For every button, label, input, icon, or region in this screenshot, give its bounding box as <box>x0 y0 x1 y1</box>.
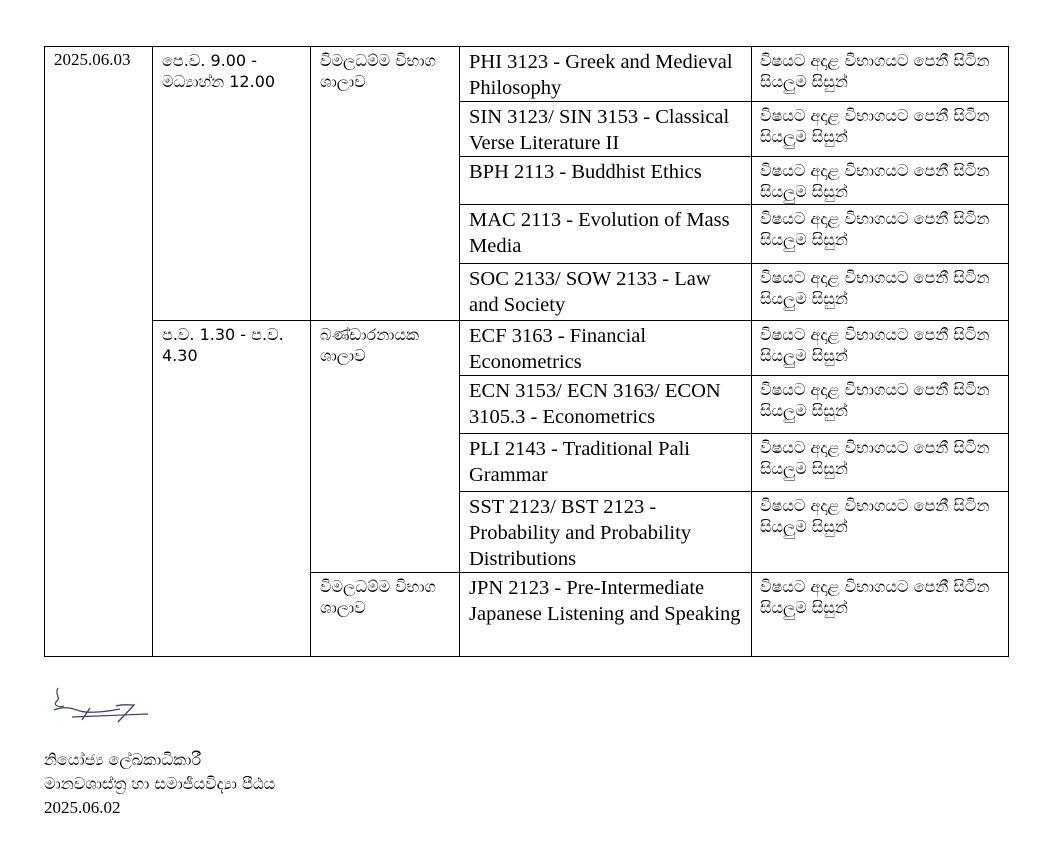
signature-block <box>44 748 275 820</box>
eligibility-text: විෂයට අදාළ විභාගයට පෙනී සිටින සියලුම සිසුන් <box>752 47 1009 102</box>
eligibility-text: විෂයට අදාළ විභාගයට පෙනී සිටින සියලුම සිසුන් <box>752 376 1009 434</box>
session-time: ප.ව. 1.30 - ප.ව. 4.30 <box>153 321 311 657</box>
eligibility-text: විෂයට අදාළ විභාගයට පෙනී සිටින සියලුම සිසුන් <box>752 321 1009 376</box>
subject-title: SIN 3123/ SIN 3153 - Classical Verse Literature II <box>460 102 752 157</box>
exam-schedule-table <box>44 46 1009 657</box>
subject-title: ECF 3163 - Financial Econometrics <box>460 321 752 376</box>
eligibility-text: විෂයට අදාළ විභාගයට පෙනී සිටින සියලුම සිසුන් <box>752 205 1009 264</box>
subject-title: JPN 2123 - Pre-Intermediate Japanese Listening and Speaking <box>460 573 752 657</box>
eligibility-text: විෂයට අදාළ විභාගයට පෙනී සිටින සියලුම සිසුන් <box>752 102 1009 157</box>
subject-title: PLI 2143 - Traditional Pali Grammar <box>460 434 752 492</box>
table-row <box>45 321 1009 376</box>
subject-title: SOC 2133/ SOW 2133 - Law and Society <box>460 264 752 321</box>
eligibility-text: විෂයට අදාළ විභාගයට පෙනී සිටින සියලුම සිසුන් <box>752 434 1009 492</box>
subject-title: BPH 2113 - Buddhist Ethics <box>460 157 752 205</box>
subject-title: PHI 3123 - Greek and Medieval Philosophy <box>460 47 752 102</box>
subject-title: MAC 2113 - Evolution of Mass Media <box>460 205 752 264</box>
subject-title: ECN 3153/ ECN 3163/ ECON 3105.3 - Econometrics <box>460 376 752 434</box>
venue-name: විමලධම්ම විභාග ශාලාව <box>311 573 460 657</box>
exam-date: 2025.06.03 <box>45 47 153 657</box>
eligibility-text: විෂයට අදාළ විභාගයට පෙනී සිටින සියලුම සිසුන් <box>752 157 1009 205</box>
handwritten-signature-icon <box>50 684 160 728</box>
eligibility-text: විෂයට අදාළ විභාගයට පෙනී සිටින සියලුම සිසුන් <box>752 492 1009 573</box>
eligibility-text: විෂයට අදාළ විභාගයට පෙනී සිටින සියලුම සිසුන් <box>752 264 1009 321</box>
issue-date: 2025.06.02 <box>44 798 121 817</box>
venue-name: විමලධම්ම විභාග ශාලාව <box>311 47 460 321</box>
venue-name: බණ්ඩාරනායක ශාලාව <box>311 321 460 573</box>
session-time: පෙ.ව. 9.00 - මධ්‍යාහ්න 12.00 <box>153 47 311 321</box>
faculty-name: මානවශාස්ත්‍ර හා සමාජීයවිද්‍යා පීඨය <box>44 774 276 793</box>
eligibility-text: විෂයට අදාළ විභාගයට පෙනී සිටින සියලුම සිසුන් <box>752 573 1009 657</box>
subject-title: SST 2123/ BST 2123 - Probability and Probability Distributions <box>460 492 752 573</box>
signatory-title: නියෝජ්‍ය ලේඛකාධිකාරී <box>44 750 202 769</box>
table-row <box>45 47 1009 102</box>
